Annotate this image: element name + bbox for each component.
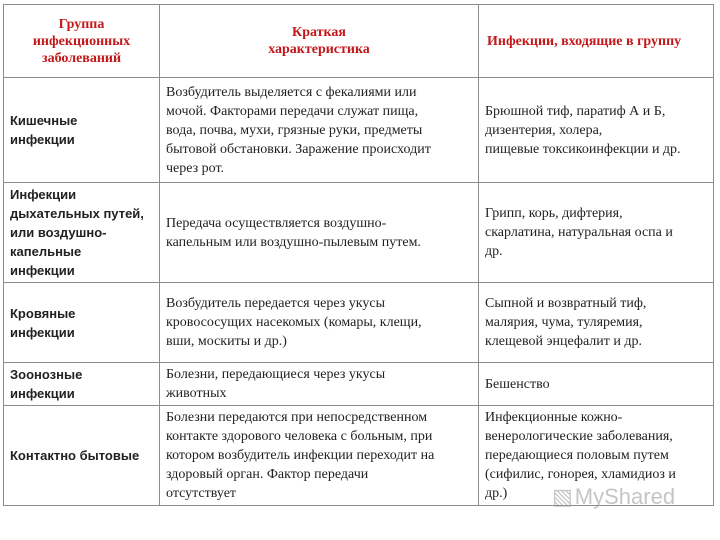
group-cell: Инфекции дыхательных путей, или воздушно- капельные инфекции (4, 183, 160, 283)
group-cell: Кровяные инфекции (4, 283, 160, 363)
infections-cell: Брюшной тиф, паратиф А и Б, дизентерия, холера, пищевые токсикоинфекции и др. (479, 78, 714, 183)
infections-cell: Инфекционные кожно- венерологические заболевания, передающиеся половым путем (сифилис, гонорея, хламидиоз и др.) (479, 406, 714, 506)
group-cell: Кишечные инфекции (4, 78, 160, 183)
header-row (4, 5, 714, 78)
infections-cell: Сыпной и возвратный тиф, малярия, чума, туляремия, клещевой энцефалит и др. (479, 283, 714, 363)
header-infections: Инфекции, входящие в группу (479, 5, 714, 78)
description-cell: Возбудитель передается через укусы кровососущих насекомых (комары, клещи, вши, москиты и др.) (160, 283, 479, 363)
watermark-text: MyShared (574, 484, 676, 509)
description-cell: Болезни передаются при непосредственном контакте здорового человека с больным, при котором возбудитель инфекции переходит на здоровый орган. Фактор передачи отсутствует (160, 406, 479, 506)
infections-cell: Грипп, корь, дифтерия, скарлатина, натуральная оспа и др. (479, 183, 714, 283)
watermark-icon: ▧ (552, 484, 573, 509)
table-row (4, 283, 714, 363)
group-cell: Зоонозные инфекции (4, 363, 160, 406)
table-row (4, 183, 714, 283)
header-group: Группа инфекционных заболеваний (4, 5, 160, 78)
watermark-logo (552, 484, 675, 510)
infections-table (3, 4, 714, 506)
header-characteristic: Краткая характеристика (160, 5, 479, 78)
description-cell: Возбудитель выделяется с фекалиями или мочой. Факторами передачи служат пища, вода, почва, мухи, грязные руки, предметы бытовой обстановки. Заражение происходит через рот. (160, 78, 479, 183)
group-cell: Контактно бытовые (4, 406, 160, 506)
infections-cell: Бешенство (479, 363, 714, 406)
table-row (4, 363, 714, 406)
description-cell: Болезни, передающиеся через укусы животных (160, 363, 479, 406)
table-row (4, 78, 714, 183)
description-cell: Передача осуществляется воздушно- капельным или воздушно-пылевым путем. (160, 183, 479, 283)
